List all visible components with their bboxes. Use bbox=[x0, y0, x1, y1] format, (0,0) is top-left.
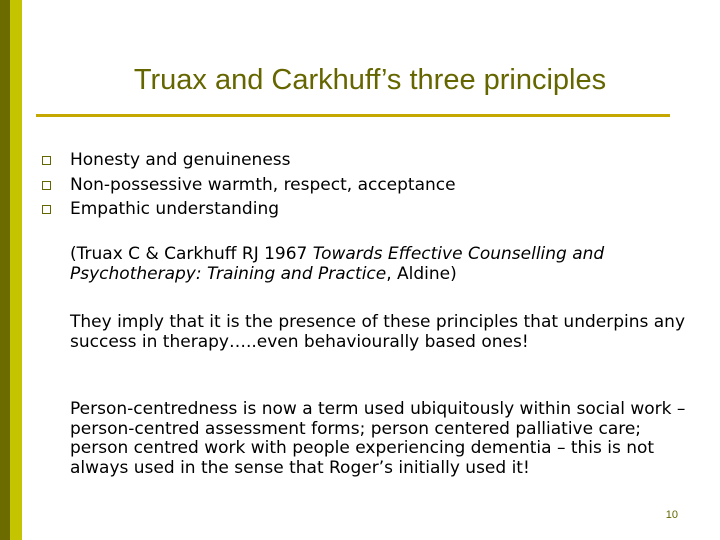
square-bullet-icon bbox=[42, 181, 51, 190]
page-number: 10 bbox=[665, 509, 678, 521]
square-bullet-icon bbox=[42, 205, 51, 214]
implication-paragraph: They imply that it is the presence of these principles that underpins any success in therapy…..even behaviourally based ones! bbox=[70, 312, 686, 352]
left-accent-bar-light bbox=[10, 0, 22, 540]
bullet-text: Honesty and genuineness bbox=[70, 150, 291, 170]
bullet-text: Non-possessive warmth, respect, acceptance bbox=[70, 174, 456, 195]
reference-book-title: Towards Effective Counselling and Psychotherapy: Training and Practice bbox=[70, 244, 605, 284]
reference-suffix: , Aldine) bbox=[386, 263, 457, 284]
reference-citation bbox=[70, 245, 690, 284]
reference-prefix: (Truax C & Carkhuff RJ 1967 bbox=[70, 244, 313, 264]
bullet-text: Empathic understanding bbox=[70, 199, 280, 219]
list-item bbox=[40, 148, 456, 173]
principles-list bbox=[40, 148, 456, 222]
list-item bbox=[40, 173, 456, 198]
square-bullet-icon bbox=[42, 156, 51, 165]
left-accent-bar-dark bbox=[0, 0, 10, 540]
person-centredness-paragraph: Person-centredness is now a term used ubiquitously within social work – person-centred assessment forms; person centered palliative care; person centred work with people experiencing dementia – this is not always used in the sense that Roger’s initially used it! bbox=[70, 399, 686, 478]
list-item bbox=[40, 197, 456, 222]
slide-title: Truax and Carkhuff’s three principles bbox=[133, 64, 607, 96]
title-divider bbox=[36, 114, 670, 117]
